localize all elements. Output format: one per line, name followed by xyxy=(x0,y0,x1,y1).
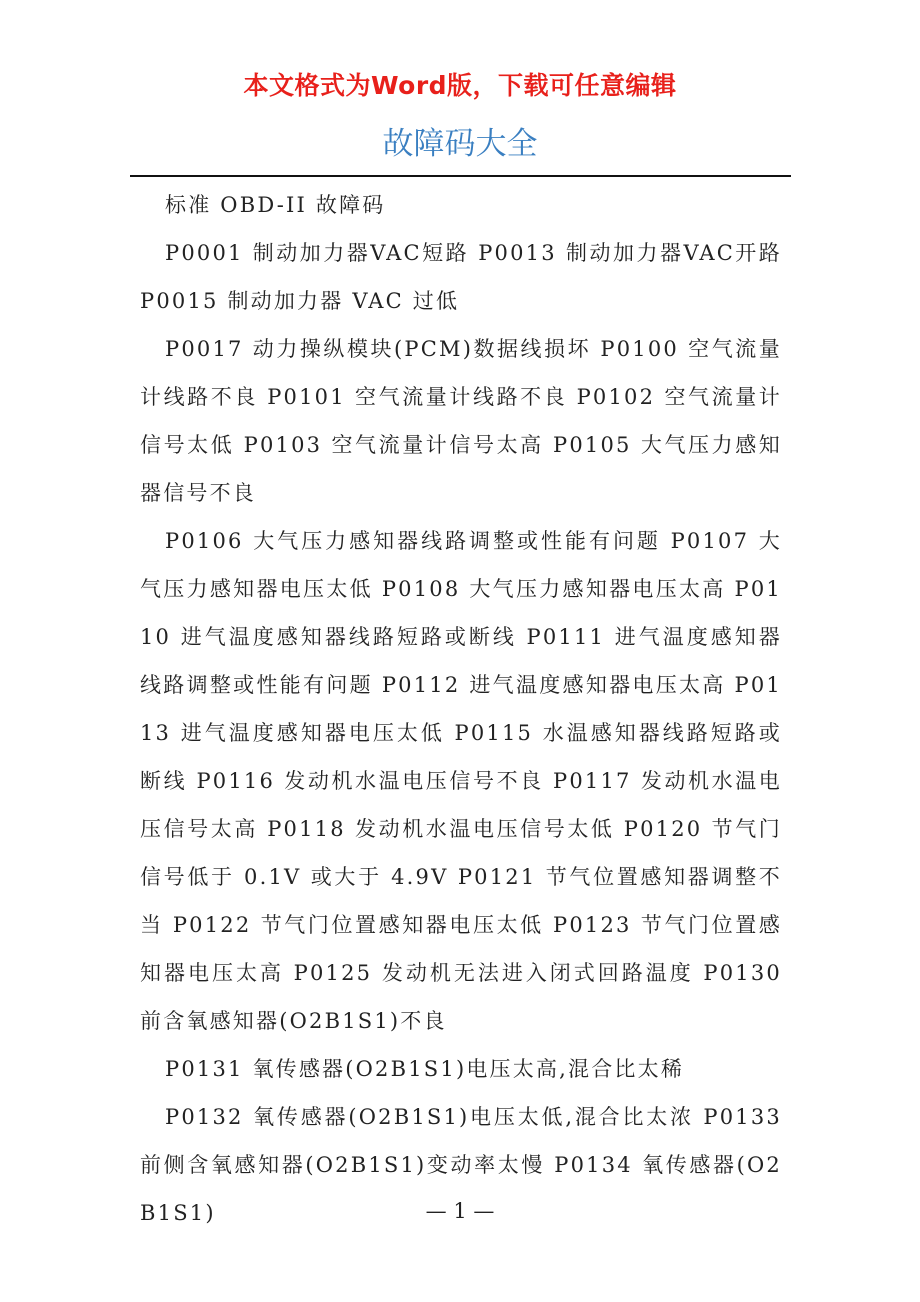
document-body xyxy=(140,181,782,1237)
document-title: 故障码大全 xyxy=(382,126,538,162)
title-divider xyxy=(130,175,791,177)
format-notice-banner: 本文格式为Word版，下载可任意编辑 xyxy=(243,71,677,100)
body-paragraph: P0131 氧传感器(O2B1S1)电压太高,混合比太稀 xyxy=(165,1057,685,1081)
body-paragraph: P0001 制动加力器VAC短路 P0013 制动加力器VAC开路 P0015 制动加力器 VAC 过低 xyxy=(140,241,782,313)
body-paragraph: 标准 OBD-II 故障码 xyxy=(165,193,386,217)
body-paragraph: P0132 氧传感器(O2B1S1)电压太低,混合比太浓 P0133 前侧含氧感知器(O2B1S1)变动率太慢 P0134 氧传感器(O2B1S1) xyxy=(140,1105,782,1225)
body-paragraph: P0017 动力操纵模块(PCM)数据线损坏 P0100 空气流量计线路不良 P0101 空气流量计线路不良 P0102 空气流量计信号太低 P0103 空气流量计信号太高 P0105 大气压力感知器信号不良 xyxy=(140,337,782,505)
page-number: — 1 — xyxy=(425,1199,495,1223)
body-paragraph: P0106 大气压力感知器线路调整或性能有问题 P0107 大气压力感知器电压太低 P0108 大气压力感知器电压太高 P0110 进气温度感知器线路短路或断线 P0111 进气温度感知器线路调整或性能有问题 P0112 进气温度感知器电压太高 P0113 进气温度感知器电压太低 P0115 水温感知器线路短路或断线 P0116 发动机水温电压信号不良 P0117 发动机水温电压信号太高 P0118 发动机水温电压信号太低 P0120 节气门信号低于 0.1V 或大于 4.9V P0121 节气位置感知器调整不当 P0122 节气门位置感知器电压太低 P0123 节气门位置感知器电压太高 P0125 发动机无法进入闭式回路温度 P0130 前含氧感知器(O2B1S1)不良 xyxy=(140,529,782,1033)
